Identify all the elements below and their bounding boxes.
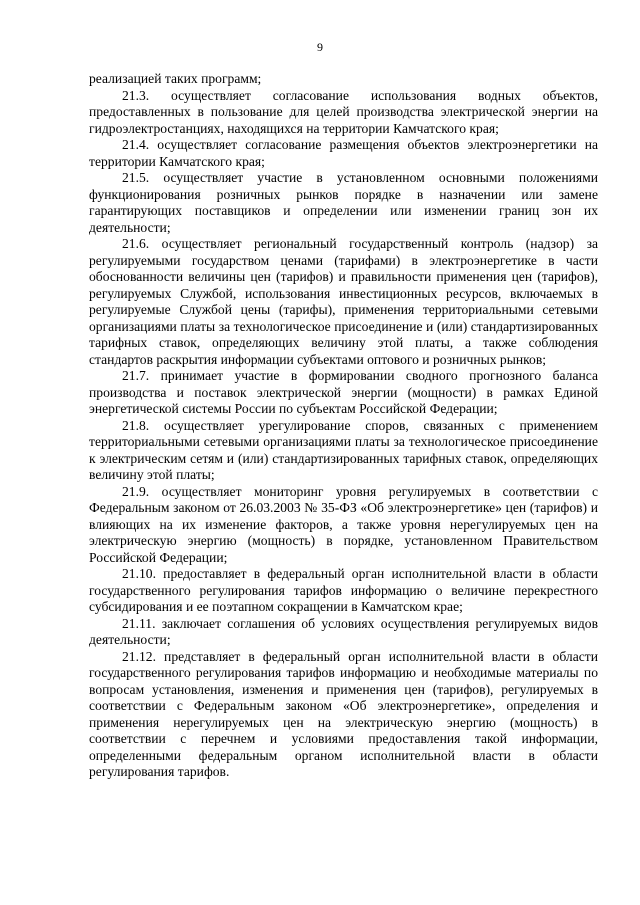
paragraph-21-6: 21.6. осуществляет региональный государственный контроль (надзор) за регулируемыми государством ценами (тарифами) в электроэнергетике в части обоснованности величины цен (тарифов) и правильности применения цен (тарифов), регулируемых Службой, использования инвестиционных ресурсов, включаемых в регулируемые Службой цены (тарифы), применения территориальными сетевыми организациями платы за технологическое присоединение и (или) стандартизированных тарифных ставок, определяющих величину этой платы, а также соблюдения стандартов раскрытия информации субъектами оптового и розничных рынков; [89, 236, 598, 367]
page-number: 9 [317, 40, 323, 54]
paragraph-21-10: 21.10. предоставляет в федеральный орган исполнительной власти в области государственного регулирования тарифов информацию о величине перекрестного субсидирования и ее поэтапном сокращении в Камчатском крае; [89, 566, 598, 614]
paragraph-21-12: 21.12. представляет в федеральный орган исполнительной власти в области государственного регулирования тарифов информацию и необходимые материалы по вопросам установления, изменения и применения цен (тарифов), регулируемых в соответствии с Федеральным законом «Об электроэнергетике», определения и применения нерегулируемых цен на электрическую энергию (мощность) в соответствии с перечнем и условиями предоставления такой информации, определенными федеральным органом исполнительной власти в области регулирования тарифов. [89, 648, 598, 779]
paragraph-continuation: реализацией таких программ; [89, 71, 262, 86]
page-body [89, 71, 598, 781]
paragraph-21-5: 21.5. осуществляет участие в установленном основными положениями функционирования розничных рынков порядке в назначении или замене гарантирующих поставщиков и определении или изменении границ зон их деятельности; [89, 170, 598, 235]
paragraph-21-8: 21.8. осуществляет урегулирование споров, связанных с применением территориальными сетевыми организациями платы за технологическое присоединение к электрическим сетям и (или) стандартизированных тарифных ставок, определяющих величину этой платы; [89, 417, 598, 482]
paragraph-21-7: 21.7. принимает участие в формировании сводного прогнозного баланса производства и поставок электрической энергии (мощности) в рамках Единой энергетической системы России по субъектам Российской Федерации; [89, 368, 598, 416]
paragraph-21-3: 21.3. осуществляет согласование использования водных объектов, предоставленных в пользование для целей производства электрической энергии на гидроэлектростанциях, находящихся на территории Камчатского края; [89, 87, 598, 136]
paragraph-21-4: 21.4. осуществляет согласование размещения объектов электроэнергетики на территории Камчатского края; [89, 137, 598, 169]
paragraph-21-11: 21.11. заключает соглашения об условиях осуществления регулируемых видов деятельности; [89, 615, 598, 647]
paragraph-21-9: 21.9. осуществляет мониторинг уровня регулируемых в соответствии с Федеральным законом от 26.03.2003 № 35-ФЗ «Об электроэнергетике» цен (тарифов) и влияющих на их изменение факторов, а также уровня нерегулируемых цен на электрическую энергию (мощность) в порядке, установленном Правительством Российской Федерации; [89, 483, 598, 565]
